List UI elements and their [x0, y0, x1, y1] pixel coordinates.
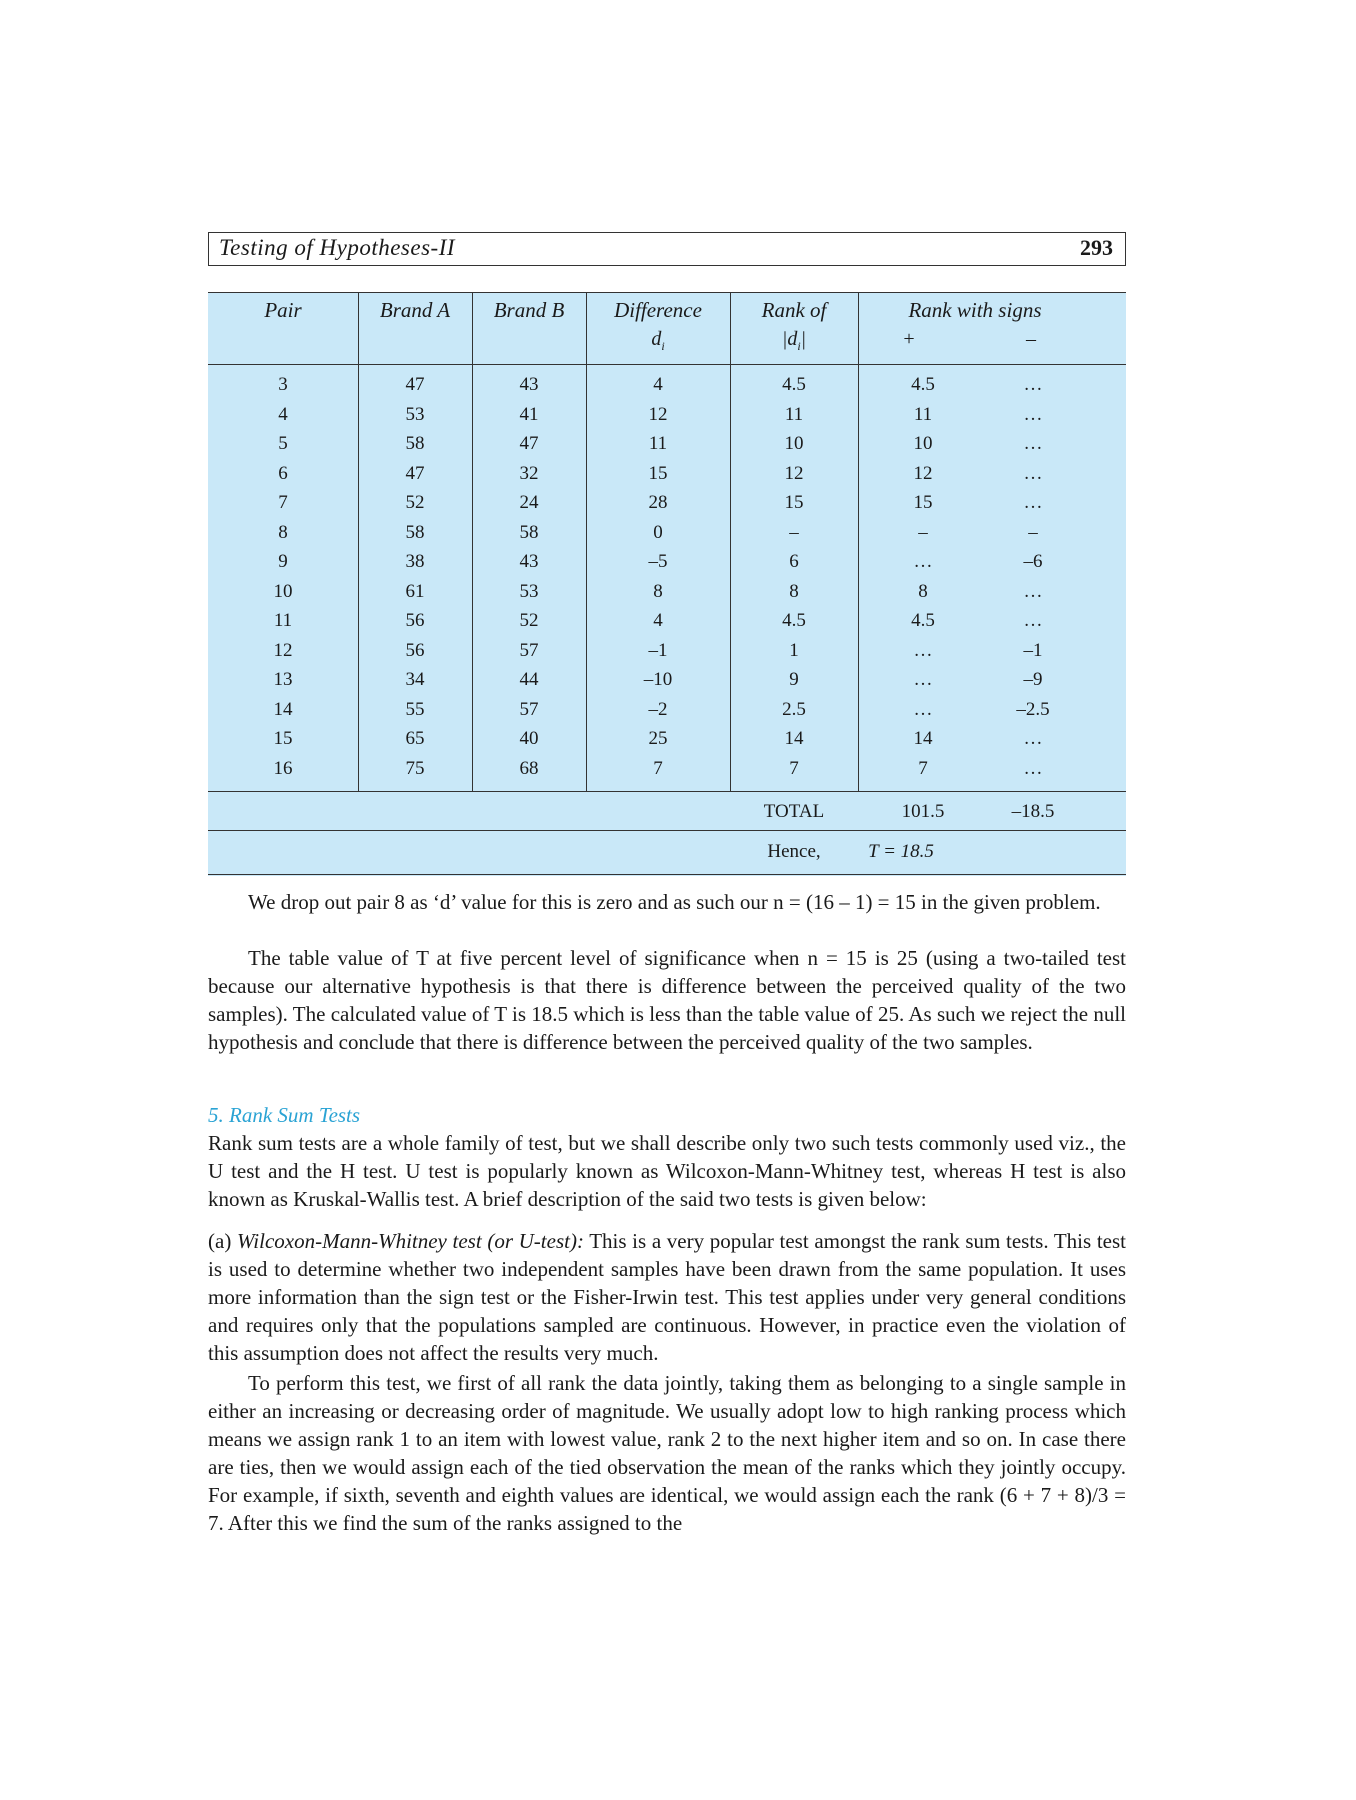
- cell-rank: 1: [789, 639, 799, 661]
- col-header-brand-a: Brand A: [379, 298, 451, 322]
- cell-pair: 12: [273, 639, 293, 661]
- cell-brand-a: 75: [405, 757, 425, 779]
- hence-label: Hence,: [767, 841, 821, 862]
- cell-brand-b: 32: [519, 462, 539, 484]
- section-heading-rank-sum: 5. Rank Sum Tests: [208, 1103, 361, 1127]
- cell-brand-a: 56: [405, 610, 425, 631]
- cell-rank-minus: …: [1023, 374, 1043, 395]
- cell-rank-plus: 14: [913, 728, 933, 749]
- cell-brand-a: 47: [405, 374, 425, 395]
- cell-rank-minus: …: [1023, 492, 1043, 513]
- cell-rank: 11: [784, 403, 804, 425]
- minus-sign-header: –: [1026, 328, 1036, 350]
- cell-brand-b: 52: [519, 610, 539, 631]
- total-label: TOTAL: [763, 801, 825, 822]
- cell-rank-minus: …: [1023, 462, 1043, 484]
- paragraph-table-value: The table value of T at five percent level of significance when n = 15 is 25 (using a two-tailed test because our alternative hypothesis is that there is difference between the perceived quality of the two samples). The calculated value of T is 18.5 which is less than the table value of 25. As such we reject the null hypothesis and conclude that there is difference between the perceived quality of the two samples.: [208, 946, 1126, 1054]
- hence-value: T = 18.5: [868, 841, 934, 862]
- cell-rank: 15: [784, 492, 804, 513]
- ranks-table: [208, 292, 1126, 876]
- cell-difference: –2: [648, 698, 668, 720]
- cell-brand-b: 40: [519, 728, 539, 749]
- cell-rank-minus: …: [1023, 433, 1043, 454]
- cell-brand-a: 34: [405, 669, 425, 690]
- cell-rank-plus: 4.5: [911, 610, 935, 631]
- cell-brand-b: 57: [519, 639, 539, 661]
- cell-rank-minus: …: [1023, 757, 1043, 779]
- cell-pair: 9: [278, 551, 288, 572]
- cell-rank-plus: 8: [918, 580, 928, 602]
- cell-rank: 2.5: [782, 698, 806, 720]
- cell-rank-minus: …: [1023, 580, 1043, 602]
- col-header-pair: Pair: [264, 298, 302, 322]
- cell-brand-a: 56: [405, 639, 425, 661]
- cell-difference: 4: [653, 374, 663, 395]
- cell-difference: –10: [643, 669, 673, 690]
- cell-difference: 12: [648, 403, 668, 425]
- difference-symbol: $d_i$: [651, 328, 665, 353]
- cell-brand-a: 58: [405, 521, 425, 543]
- cell-rank-plus: 11: [913, 403, 933, 425]
- cell-rank: 8: [789, 580, 799, 602]
- cell-brand-a: 61: [405, 580, 425, 602]
- col-header-difference: Difference: [614, 298, 702, 322]
- cell-brand-a: 58: [405, 433, 425, 454]
- cell-rank: 10: [784, 433, 804, 454]
- cell-rank-minus: …: [1023, 728, 1043, 749]
- cell-pair: 10: [273, 580, 293, 602]
- paragraph-perform-test: To perform this test, we first of all rank the data jointly, taking them as belonging to a single sample in either an increasing or decreasing order of magnitude. We usually adopt low to high ranking process which means we assign rank 1 to an item with lowest value, rank 2 to the next higher item and so on. In case there are ties, then we would assign each of the tied observation the mean of the ranks which they jointly occupy. For example, if sixth, seventh and eighth values are identical, we would assign each the rank (6 + 7 + 8)/3 = 7. After this we find the sum of the ranks assigned to the: [208, 1371, 1126, 1535]
- cell-rank: 4.5: [782, 374, 806, 395]
- cell-rank-minus: …: [1023, 403, 1043, 425]
- cell-rank: 14: [784, 728, 804, 749]
- cell-rank-plus: 15: [913, 492, 933, 513]
- cell-rank: –: [789, 521, 799, 543]
- cell-brand-b: 41: [519, 403, 539, 425]
- page-number: 293: [1080, 235, 1113, 260]
- cell-pair: 16: [273, 757, 293, 779]
- cell-pair: 13: [273, 669, 293, 690]
- total-minus: –18.5: [1011, 801, 1055, 822]
- cell-rank-minus: –9: [1023, 669, 1043, 690]
- cell-difference: 25: [648, 728, 668, 749]
- cell-rank-plus: 7: [918, 757, 928, 779]
- cell-difference: 15: [648, 462, 668, 484]
- cell-rank-plus: 4.5: [911, 374, 935, 395]
- cell-rank-minus: –6: [1023, 551, 1043, 572]
- cell-difference: 8: [653, 580, 663, 602]
- cell-difference: –5: [648, 551, 668, 572]
- cell-rank-plus: –: [918, 521, 928, 543]
- paragraph-u-test: (a) Wilcoxon-Mann-Whitney test (or U-test): This is a very popular test amongst the rank sum tests. This test is used to determine whether two independent samples have been drawn from the same population. It uses more information than the sign test or the Fisher-Irwin test. This test applies under very general conditions and requires only that the populations sampled are continuous. However, in practice even the violation of this assumption does not affect the results very much.: [208, 1229, 1126, 1365]
- cell-brand-b: 53: [519, 580, 539, 602]
- cell-rank-minus: –: [1028, 521, 1038, 543]
- cell-rank: 9: [789, 669, 799, 690]
- cell-difference: 11: [648, 433, 668, 454]
- cell-difference: 0: [653, 521, 663, 543]
- plus-sign-header: +: [903, 328, 915, 350]
- cell-difference: 7: [653, 757, 663, 779]
- col-header-brand-b: Brand B: [493, 298, 565, 322]
- paragraph-rank-sum-intro: Rank sum tests are a whole family of test, but we shall describe only two such tests commonly used viz., the U test and the H test. U test is popularly known as Wilcoxon-Mann-Whitney test, whereas H test is also known as Kruskal-Wallis test. A brief description of the said two tests is given below:: [208, 1131, 1126, 1211]
- cell-brand-b: 68: [519, 757, 539, 779]
- cell-difference: 4: [653, 610, 663, 631]
- cell-pair: 3: [278, 374, 288, 395]
- cell-brand-a: 53: [405, 403, 425, 425]
- cell-rank: 12: [784, 462, 804, 484]
- cell-pair: 14: [273, 698, 293, 720]
- cell-rank-plus: 12: [913, 462, 933, 484]
- cell-brand-b: 47: [519, 433, 539, 454]
- cell-brand-b: 24: [519, 492, 539, 513]
- cell-brand-b: 57: [519, 698, 539, 720]
- cell-brand-a: 38: [405, 551, 425, 572]
- cell-rank-minus: –2.5: [1016, 698, 1050, 720]
- cell-rank-plus: …: [913, 669, 933, 690]
- cell-brand-b: 43: [519, 374, 539, 395]
- cell-brand-a: 65: [405, 728, 425, 749]
- paragraph-drop-pair: We drop out pair 8 as ‘d’ value for this is zero and as such our n = (16 – 1) = 15 in the given problem.: [248, 890, 1101, 914]
- cell-rank-minus: …: [1023, 610, 1043, 631]
- abs-difference-symbol: $|d_i|$: [781, 328, 807, 353]
- cell-rank-plus: …: [913, 639, 933, 661]
- cell-difference: 28: [648, 492, 668, 513]
- cell-pair: 5: [278, 433, 288, 454]
- col-header-rank: Rank of: [761, 298, 827, 322]
- cell-difference: –1: [648, 639, 668, 661]
- cell-rank-minus: –1: [1023, 639, 1043, 661]
- cell-brand-a: 47: [405, 462, 425, 484]
- cell-rank: 7: [789, 757, 799, 779]
- cell-rank: 4.5: [782, 610, 806, 631]
- cell-brand-b: 58: [519, 521, 539, 543]
- cell-pair: 11: [273, 610, 293, 631]
- cell-brand-a: 52: [405, 492, 425, 513]
- u-test-term: Wilcoxon-Mann-Whitney test (or U-test):: [236, 1229, 584, 1253]
- cell-pair: 7: [278, 492, 288, 513]
- running-header: [208, 232, 1126, 266]
- cell-rank-plus: 10: [913, 433, 933, 454]
- cell-rank-plus: …: [913, 698, 933, 720]
- total-plus: 101.5: [901, 801, 945, 822]
- cell-pair: 4: [278, 403, 288, 425]
- chapter-title: Testing of Hypotheses-II: [219, 235, 456, 260]
- cell-pair: 6: [278, 462, 288, 484]
- cell-rank-plus: …: [913, 551, 933, 572]
- cell-brand-b: 44: [519, 669, 539, 690]
- cell-pair: 15: [273, 728, 293, 749]
- cell-rank: 6: [789, 551, 799, 572]
- cell-brand-b: 43: [519, 551, 539, 572]
- cell-pair: 8: [278, 521, 288, 543]
- col-header-rank-signs: Rank with signs: [908, 298, 1042, 322]
- cell-brand-a: 55: [405, 698, 425, 720]
